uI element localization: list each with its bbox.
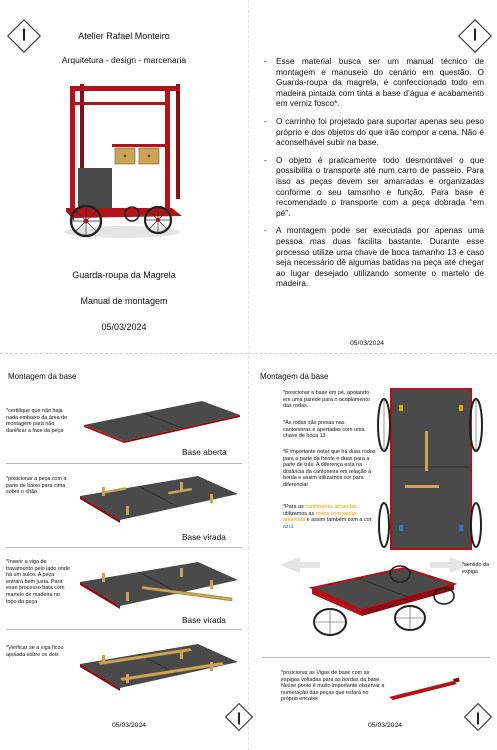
page-divider-vertical: [248, 0, 249, 750]
page3-date: 05/03/2024: [112, 722, 147, 729]
step-note: *posicionar as Vigas de base com as espigas voltadas para as bordas da base. Nesse ponto é muito importante observar a numeração das peças que estará no próprio encaixe: [281, 670, 385, 703]
step-note: *posicionar a base em pé, apoiando em uma parede para o acoplamento das rodas.: [283, 390, 370, 410]
base-flipped-illustration: [72, 470, 242, 528]
step-caption: Base aberta: [182, 447, 227, 457]
intro-date: 05/03/2024: [350, 340, 385, 347]
step-note: *As rodas são presas nas cantoneiras e apertadas com uma chave de boca 13: [283, 420, 365, 440]
step-note: *É importante notar que há duas rodas para a parte da frente e duas para a parte de trás. A diferença está na distância da cantoneira em relação à borda e assim utilizamos cor para diferenciar: [283, 449, 376, 488]
studio-tagline: Arquitetura - design - marcenaria: [61, 55, 187, 65]
yellow-highlight: cantoneiras amarelas: [305, 504, 357, 510]
intro-bullet: - O carrinho foi projetado para suportar apenas seu peso próprio e dos objetos do que irão compor a cena. Não é aconselhável subir na base.: [262, 116, 484, 148]
step-note: *Inserir a viga de travamento pelo lado onde há um sulco. A peça entrará bem justa. Para esse processo bata com martelo de madeira no topo da peça: [6, 559, 70, 605]
blue-highlight: azul: [283, 523, 293, 530]
assembled-base-illustration: [292, 560, 462, 642]
intro-bullet: - Esse material busca ser um manual técnico de montagem e manuseio do cenário em questão. O Guarda-roupa da magrela, é confeccionado todo em madeira pintada com tinta a base d’água e acabamento em verniz fosco*.: [262, 56, 484, 109]
page4-date: 05/03/2024: [368, 722, 403, 729]
studio-logo-icon: [464, 703, 492, 731]
step-note-colors: *Para as cantoneiras amarelas utilizamos as rodas com peças amarelas e assim também com a cor azul.: [283, 504, 372, 530]
base-beam-piece-illustration: [385, 675, 465, 705]
page-title: Montagem da base: [260, 372, 329, 381]
tenon-direction-label: *sentido da espiga: [462, 562, 489, 575]
base-open-illustration: [72, 395, 242, 445]
step-caption: Base virada: [182, 532, 226, 542]
manual-title: Manual de montagem: [80, 296, 168, 306]
studio-name: Atelier Rafael Monteiro: [78, 31, 170, 41]
intro-bullet: - O objeto é praticamente todo desmontável o que possibilita o transporte até num carro de passeio. Para isso as peças devem ser amarradas e organizadas conforme o seu tamanho e função. Para base é recomendado o transporte com a peça dobrada “em pé”.: [262, 155, 484, 219]
page-title: Montagem da base: [8, 372, 77, 381]
yellow-highlight: rodas com peças amarelas: [283, 510, 357, 524]
step-note: *certifique que não haja nada embaixo da área de montagem para não danificar a face da peça: [6, 408, 68, 434]
step-caption: Base virada: [182, 615, 226, 625]
step-note: *posicionar a peça com a parte de baixo para cima sobre o chão: [6, 476, 67, 496]
intro-bullet-list: [262, 56, 484, 296]
studio-logo-icon: [458, 19, 492, 53]
step-separator: [6, 629, 242, 630]
step-separator: [262, 657, 490, 658]
standing-base-wheels-illustration: [375, 385, 485, 555]
beam-check-illustration: [72, 638, 242, 698]
wardrobe-cart-illustration: [60, 80, 190, 245]
intro-bullet: - A montagem pode ser executada por apenas uma pessoa mas duas facilita bastante. Durante esse processo utilize uma chave de boca tamanho 13 e caso seja necessário dê algumas batidas na peça até chegar ao lugar desejado utilizando somente o martelo de madeira.: [262, 225, 484, 289]
step-separator: [6, 463, 242, 464]
cover-date: 05/03/2024: [101, 322, 147, 332]
beam-insert-illustration: [72, 556, 242, 614]
step-note: *Verificar se a viga ficou apoiada sobre os dois: [6, 645, 64, 658]
product-name: Guarda-roupa da Magrela: [72, 270, 176, 280]
step-separator: [6, 547, 242, 548]
